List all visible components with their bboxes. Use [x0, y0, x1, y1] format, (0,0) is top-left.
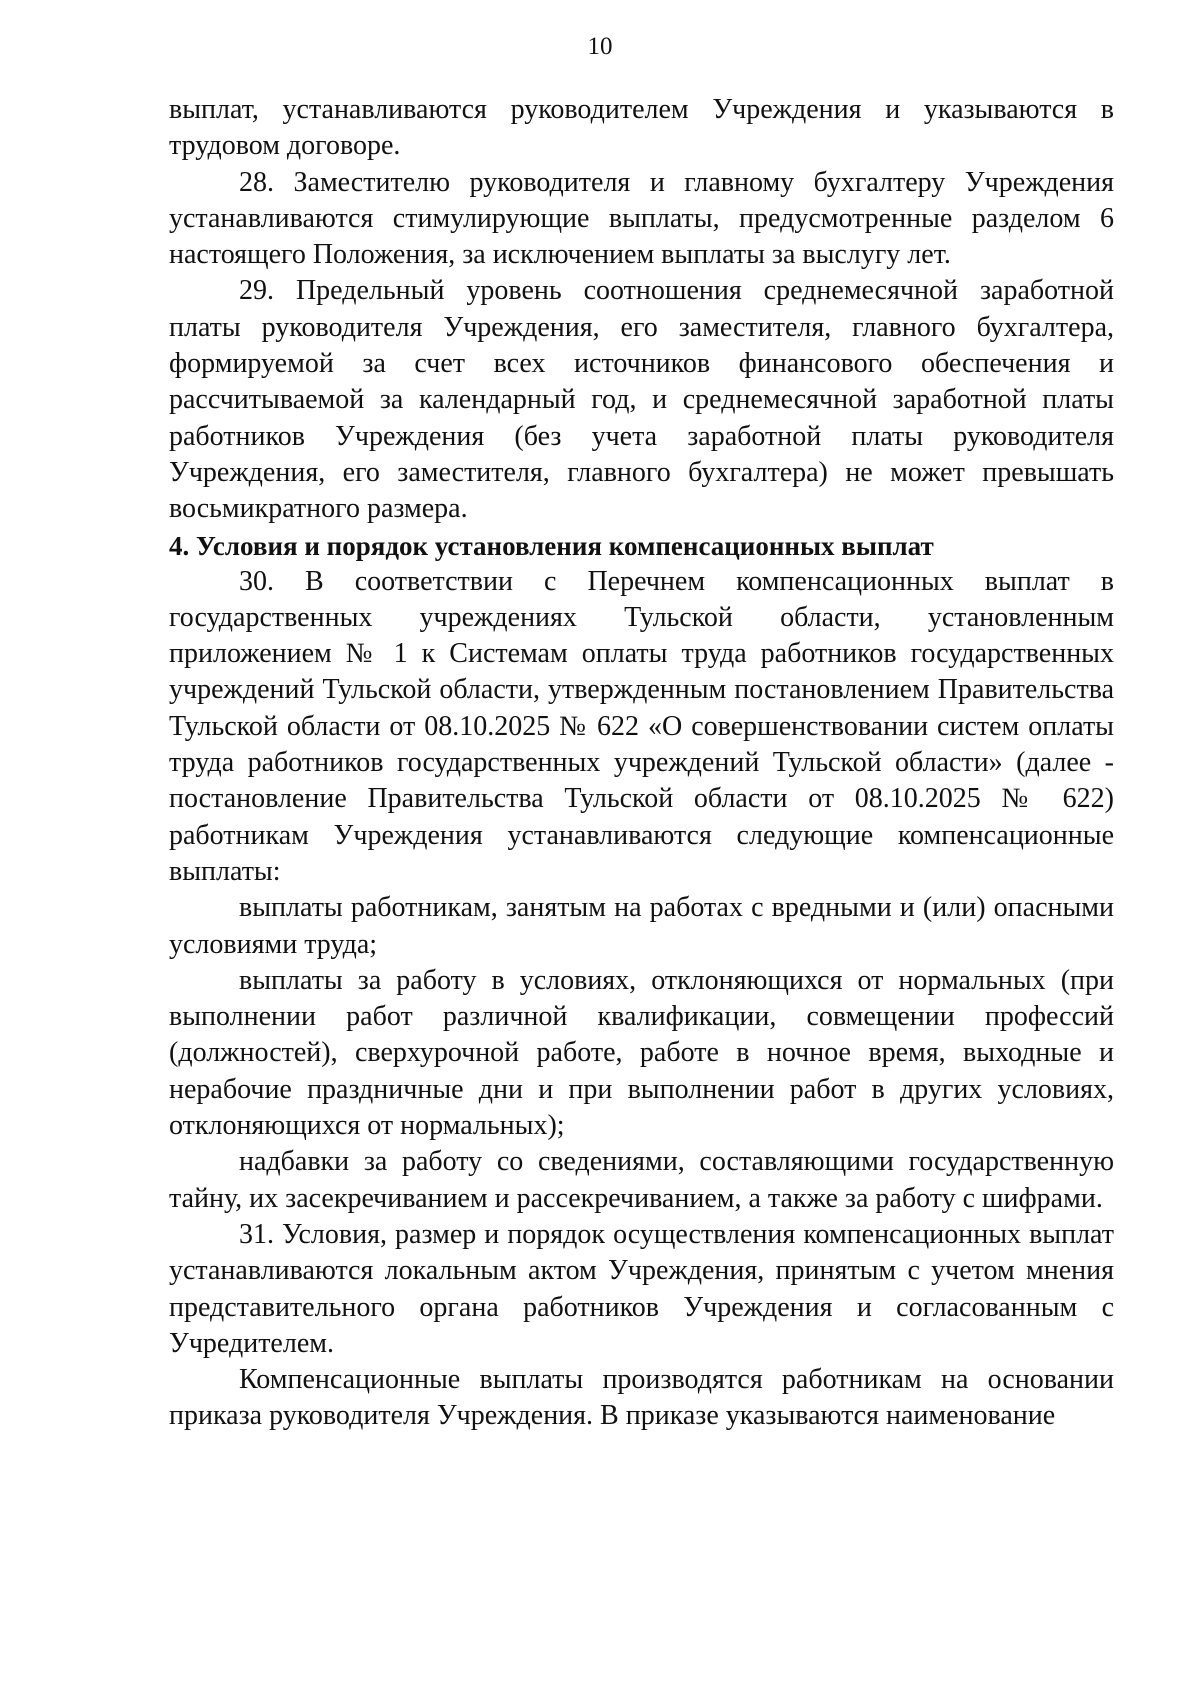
- list-item-abnormal-conditions: выплаты за работу в условиях, отклоняющихся от нормальных (при выполнении работ различной квалификации, совмещении профессий (должностей), сверхурочной работе, работе в ночное время, выходные и нерабочие праздничные дни и при выполнении работ в других условиях, отклоняющихся от нормальных);: [169, 964, 1114, 1142]
- paragraph-29: 29. Предельный уровень соотношения среднемесячной заработной платы руководителя Учреждения, его заместителя, главного бухгалтера, формируемой за счет всех источников финансового обеспечения и рассчитываемой за календарный год, и среднемесячной заработной платы работников Учреждения (без учета заработной платы руководителя Учреждения, его заместителя, главного бухгалтера) не может превышать восьмикратного размера.: [169, 275, 1114, 525]
- list-item-hazardous-conditions: выплаты работникам, занятым на работах с вредными и (или) опасными условиями труда;: [169, 892, 1114, 960]
- section-heading: 4. Условия и порядок установления компенсационных выплат: [169, 530, 934, 561]
- paragraph-order-basis: Компенсационные выплаты производятся работникам на основании приказа руководителя Учреждения. В приказе указываются наименование: [169, 1364, 1114, 1432]
- page-number: 10: [587, 33, 613, 60]
- list-item-state-secret-allowance: надбавки за работу со сведениями, составляющими государственную тайну, их засекречиванием и рассекречиванием, а также за работу с шифрами.: [169, 1146, 1114, 1214]
- paragraph-continuation: выплат, устанавливаются руководителем Учреждения и указываются в трудовом договоре.: [169, 94, 1114, 162]
- document-body: [169, 92, 1114, 1435]
- paragraph-31: 31. Условия, размер и порядок осуществления компенсационных выплат устанавливаются локальным актом Учреждения, принятым с учетом мнения представительного органа работников Учреждения и согласованным с Учредителем.: [169, 1218, 1114, 1359]
- paragraph-30: 30. В соответствии с Перечнем компенсационных выплат в государственных учреждениях Тульской области, установленным приложением № 1 к Системам оплаты труда работников государственных учреждений Тульской области, утвержденным постановлением Правительства Тульской области от 08.10.2025 № 622 «О совершенствовании систем оплаты труда работников государственных учреждений Тульской области» (далее - постановление Правительства Тульской области от 08.10.2025 № 622) работникам Учреждения устанавливаются следующие компенсационные выплаты:: [169, 565, 1114, 887]
- paragraph-28: 28. Заместителю руководителя и главному бухгалтеру Учреждения устанавливаются стимулирующие выплаты, предусмотренные разделом 6 настоящего Положения, за исключением выплаты за выслугу лет.: [169, 166, 1114, 271]
